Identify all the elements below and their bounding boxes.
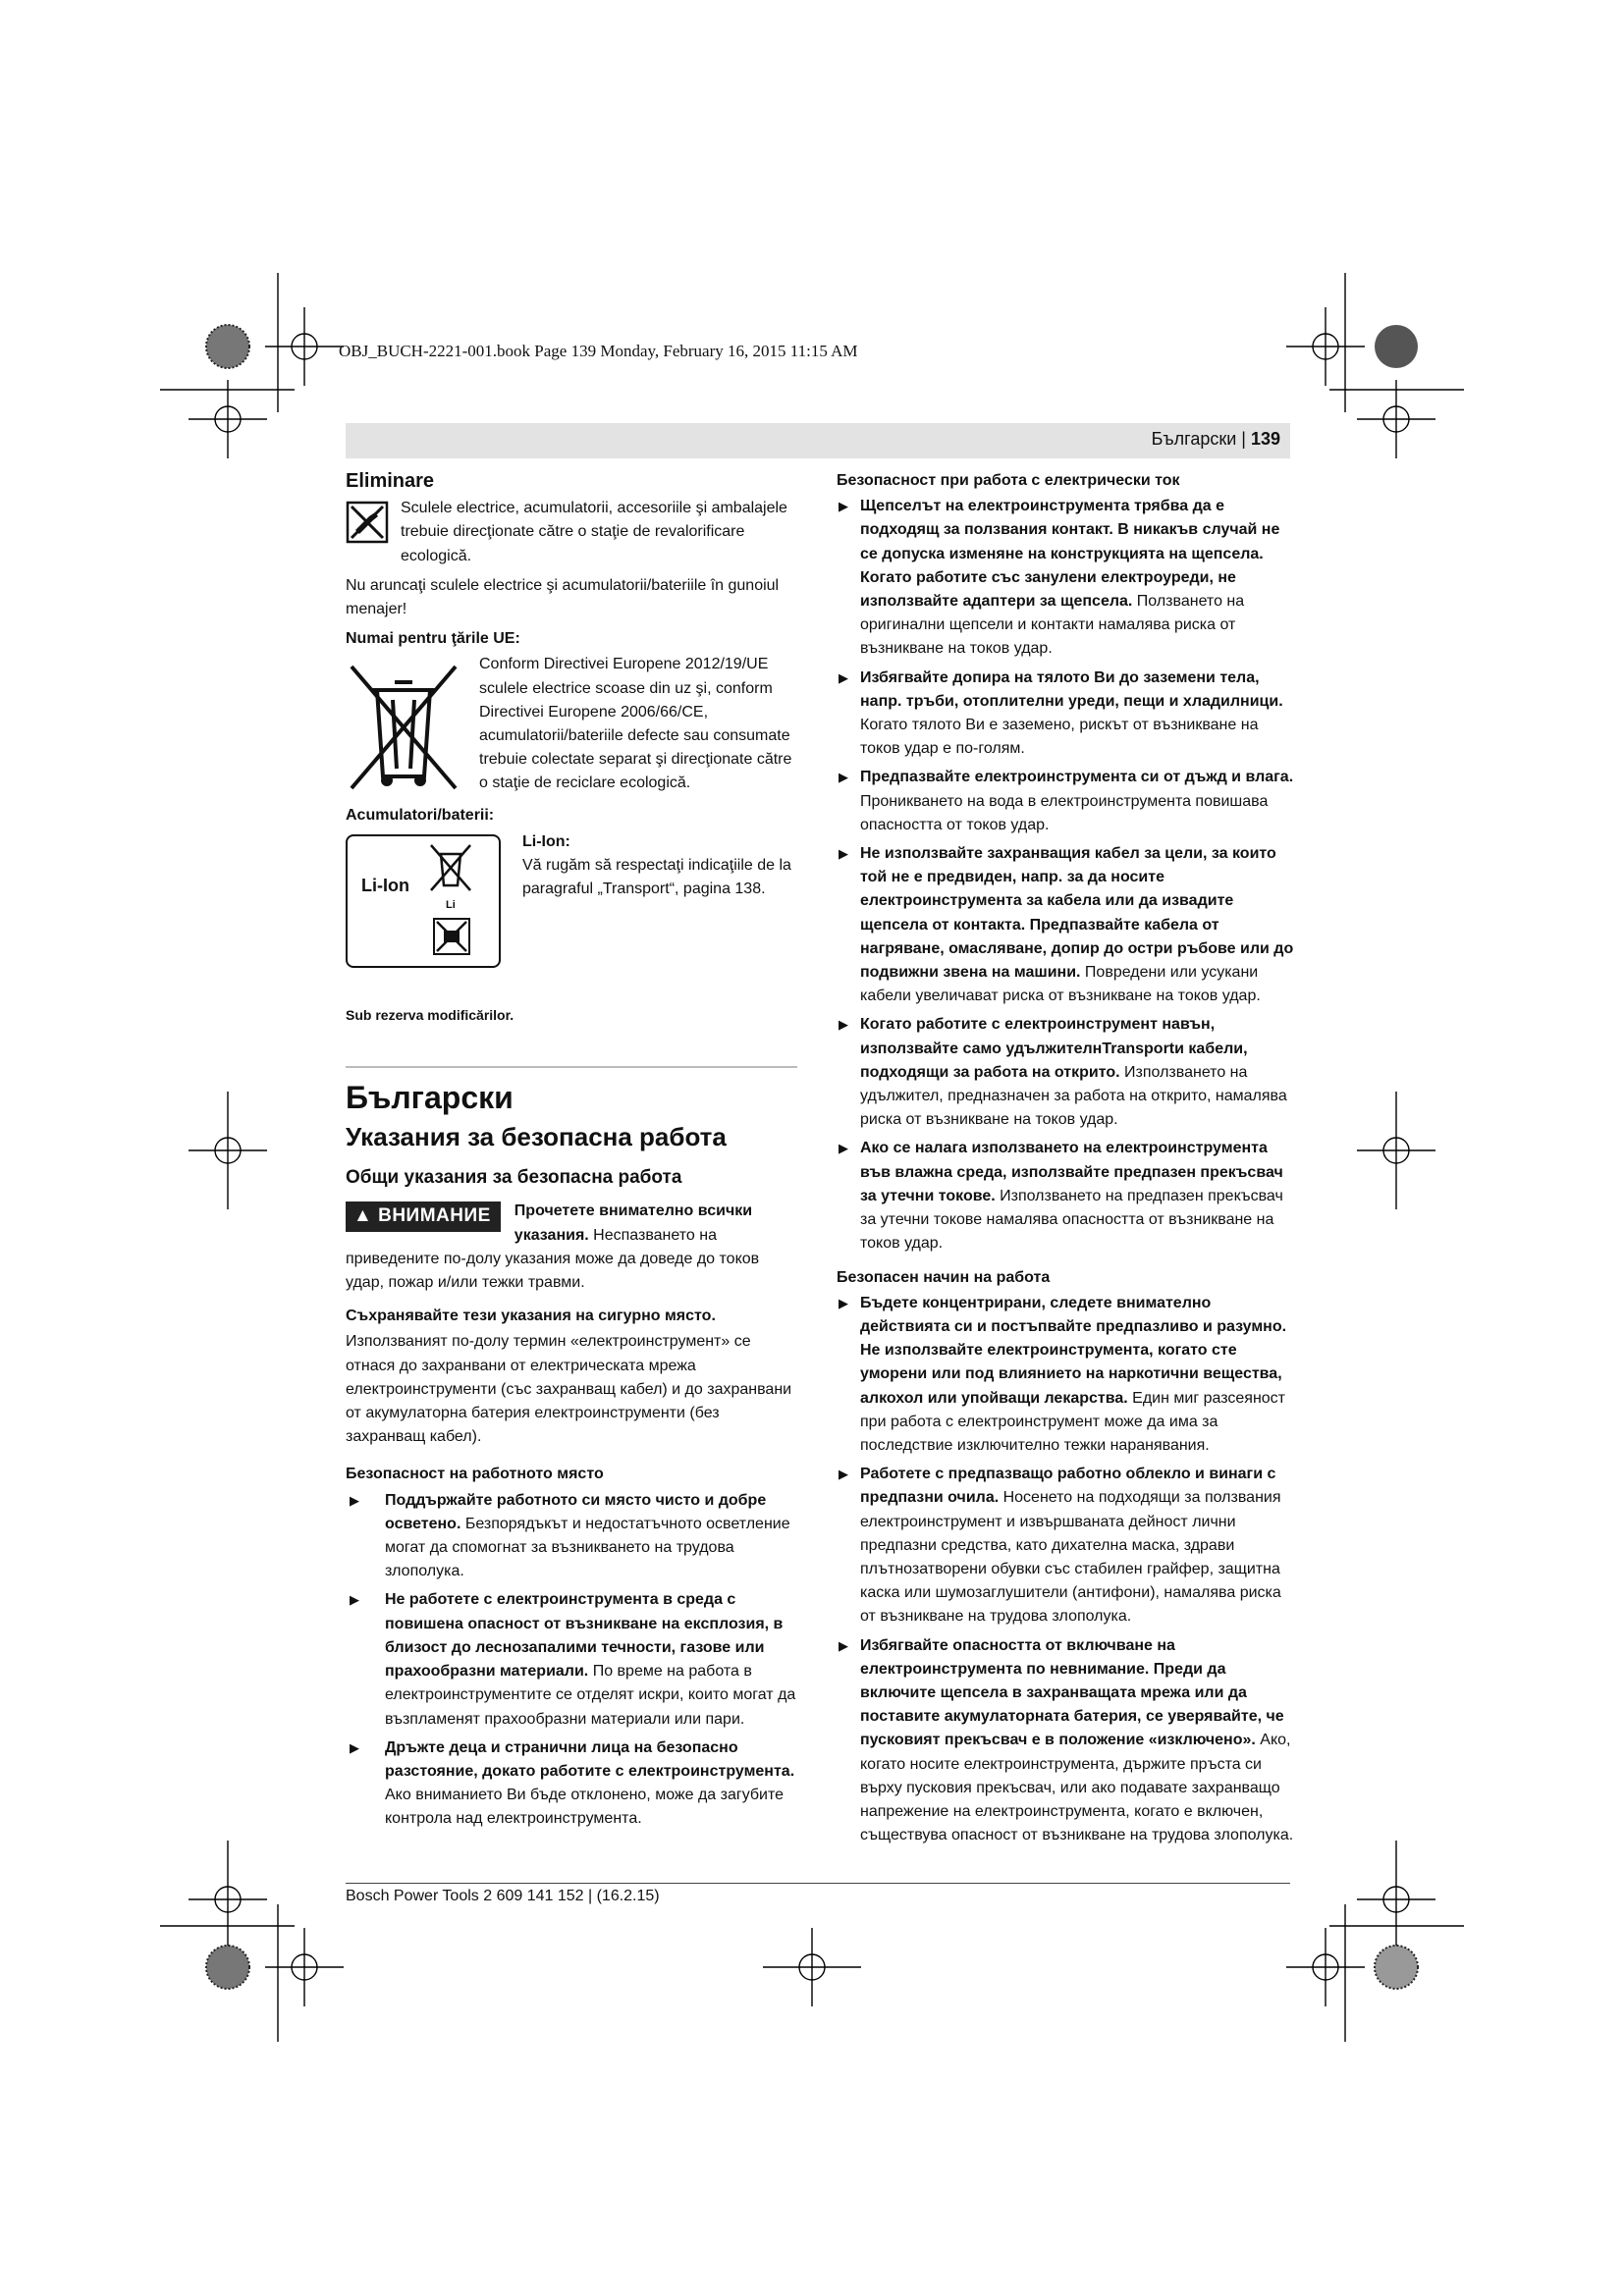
crossed-bin-icon — [346, 661, 461, 798]
page-footer: Bosch Power Tools 2 609 141 152 | (16.2.15) — [346, 1888, 660, 1904]
list-item: ▶ Щепселът на електроинструмента трябва да е подходящ за ползвания контакт. В никакъв случай не се допуска изменяне на конструкцията на щепсела. Когато работите със занулени електроуреди, не използвайте адаптери за щепсела. Ползването на оригинални щепсели и контакти намалява риска от възникване на токов удар. — [839, 498, 1280, 658]
list-item: ▶ Дръжте деца и странични лица на безопасно разстояние, докато работите с електроинструмента. Ако вниманието Ви бъде отклонено, може да загубите контрола над електроинструмента. — [350, 1738, 795, 1828]
eliminare-title: Eliminare — [346, 470, 435, 492]
general-title: Общи указания за безопасна работа — [346, 1167, 682, 1189]
acum-title: Acumulatori/baterii: — [346, 807, 495, 825]
recycle-battery-icon — [432, 917, 471, 956]
safety-title: Указания за безопасна работа — [346, 1122, 727, 1152]
warning-badge-label: ВНИМАНИЕ — [378, 1205, 491, 1227]
li-label: Li — [446, 898, 456, 911]
page-header: Български | 139 — [1151, 429, 1280, 449]
list-item: ▶ Не работете с електроинструмента в среда с повишена опасност от възникване на експлозия, в близост до леснозапалими течности, газове или прахообразни материали. По време на работа в електроинструментите се отделят искри, които могат да възпламенят прахообразни материали или пари. — [350, 1591, 796, 1728]
warning-badge: ▲ ВНИМАНИЕ — [346, 1201, 501, 1231]
workplace-title: Безопасност на работното място — [346, 1466, 604, 1483]
electric-title: Безопасност при работа с електрически ток — [837, 472, 1180, 489]
warning-bold: Прочетете внимателно всички указания. — [514, 1202, 753, 1244]
list-item: ▶ Работете с предпазващо работно облекло и винаги с предпазни очила. Носенето на подходящи за ползвания електроинструмент и извършваната дейност лични предпазни средства, като дихателна маска, здрави плътнозатворени обувки със стабилен грайфер, защитна каска или шумозаглушители (антифони), намалява риска от възникване на трудова злополука. — [839, 1466, 1281, 1626]
liion-battery-label — [346, 834, 501, 968]
list-item: ▶ Бъдете концентрирани, следете внимателно действията си и постъпвайте предпазливо и разумно. Не използвайте електроинструмента, когато сте уморени или под влиянието на наркотични вещества, алкохол или упойващи лекарства. Един миг разсеяност при работа с електроинструмент може да има за последствие изключително тежки наранявания. — [839, 1294, 1287, 1454]
term-text: Използваният по-долу термин «електроинструмент» се отнася до захранвани от електрическата мрежа електроинструменти (със захранващ кабел) и до захранвани от акумулаторна батерия електроинструменти (без захранващ кабел). — [346, 1333, 792, 1446]
section-divider — [346, 1066, 797, 1068]
left-column — [346, 469, 797, 1837]
right-column — [837, 469, 1298, 1852]
safe-title: Безопасен начин на работа — [837, 1268, 1051, 1286]
bg-title: Български — [346, 1079, 514, 1115]
list-item: ▶ Ако се налага използването на електроинструмента във влажна среда, използвайте предпазен прекъсвач за утечни токове. Използването на предпазен прекъсвач за утечни токове намалява опасността от възникване на токов удар. — [839, 1140, 1283, 1253]
list-item: ▶ Избягвайте допира на тялото Ви до заземени тела, напр. тръби, отоплителни уреди, пещи и хладилници. Когато тялото Ви е заземено, рискът от възникване на токов удар е по-голям. — [839, 668, 1283, 758]
page-number: 139 — [1250, 429, 1280, 449]
sub-rezerva: Sub rezerva modificărilor. — [346, 1006, 514, 1023]
liion-label: Li-Ion — [361, 875, 409, 895]
ue-text: Conform Directivei Europene 2012/19/UE sculele electrice scoase din uz şi, conform Directivei Europene 2006/66/CE, acumulatorii/bateriile defecte sau consumate trebuie colectate separat şi direcţionate către o staţie de reciclare ecologică. — [479, 656, 792, 792]
list-item: ▶ Когато работите с електроинструмент навън, използвайте само удължителнTransportи кабели, подходящи за работа на открито. Използването на удължител, предназначен за работа на открито, намалява риска от възникване на токов удар. — [839, 1016, 1287, 1129]
list-item: ▶ Избягвайте опасността от включване на електроинструмента по невнимание. Преди да включите щепсела в захранващата мрежа или да поставите акумулаторната батерия, се уверявайте, че пусковият прекъсвач е в положение «изключено». Ако, когато носите електроинструмента, държите пръста си върху пусковия прекъсвач, или ако подавате захранващо напрежение на електроинструмента, когато е включен, съществува опасност от възникване на трудова злополука. — [839, 1636, 1294, 1844]
book-info: OBJ_BUCH-2221-001.book Page 139 Monday, February 16, 2015 11:15 AM — [339, 342, 858, 360]
recycle-tool-icon — [346, 501, 389, 544]
footer-rule — [346, 1883, 1290, 1884]
list-item: ▶ Предпазвайте електроинструмента си от дъжд и влага. Проникването на вода в електроинструмента повишава опасността от токов удар. — [839, 769, 1294, 833]
list-item: ▶ Не използвайте захранващия кабел за цели, за които той не е предвиден, напр. за да носите електроинструмента за кабела или да извадите щепсела от контакта. Предпазвайте кабела от нагряване, омасляване, допир до остри ръбове или до подвижни звена на машини. Повредени или усукани кабели увеличават риска от възникване на токов удар. — [839, 845, 1294, 1005]
nu-aruncati-text: Nu aruncaţi sculele electrice şi acumulatorii/bateriile în gunoiul menajer! — [346, 576, 780, 618]
header-language: Български — [1151, 429, 1237, 449]
warning-text: Неспазването на приведените по-долу указания може да доведе до токов удар, пожар и/или тежки травми. — [346, 1226, 760, 1292]
eliminare-text: Sculele electrice, acumulatorii, accesoriile şi ambalajele trebuie direcţionate către o staţie de revalorificare ecologică. — [401, 500, 787, 564]
liion-text: Vă rugăm să respectaţi indicaţiile de la paragraful „Transport“, pagina 138. — [522, 856, 791, 898]
ue-title: Numai pentru ţările UE: — [346, 630, 520, 648]
liion-title: Li-Ion: — [522, 832, 570, 850]
keep-title: Съхранявайте тези указания на сигурно място. — [346, 1308, 716, 1325]
crossed-bin-small-icon — [428, 842, 473, 893]
list-item: ▶ Поддържайте работното си място чисто и добре осветено. Безпорядъкът и недостатъчното осветление могат да спомогнат за възникването на трудова злополука. — [350, 1491, 790, 1580]
header-bar — [346, 423, 1290, 458]
